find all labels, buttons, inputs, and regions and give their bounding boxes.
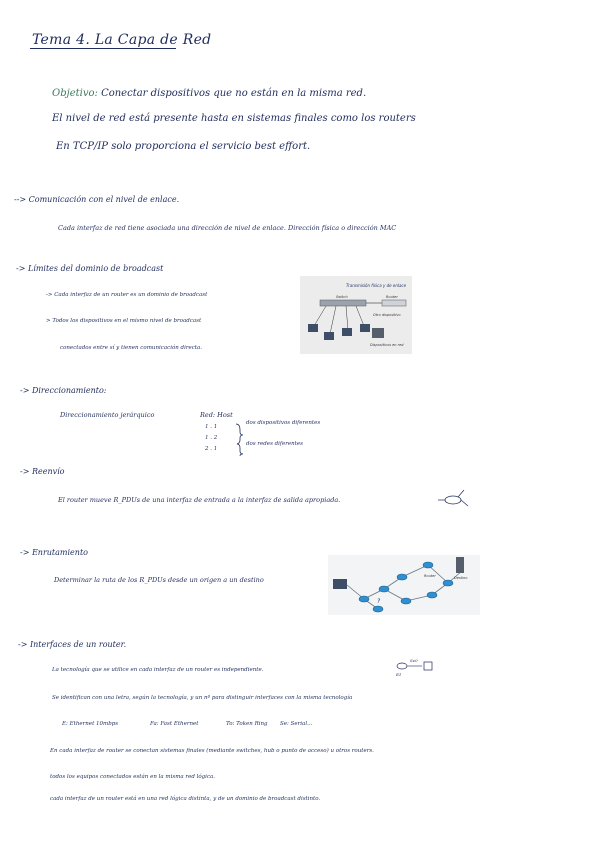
arrow-icon: -> [16, 264, 26, 273]
reenvio-body: El router mueve R_PDUs de una interfaz de entrada a la interfaz de salida apropiada. [58, 496, 341, 504]
arrow-icon: -> [20, 386, 30, 395]
icon-label-e1: E1 [396, 672, 402, 677]
section-comunicacion-heading [14, 196, 179, 204]
interfaces-line-3: En cada interfaz de router se conectan sistemas finales (mediante switches, hub o punto de acceso) u otros routers. [50, 748, 374, 754]
interfaces-line-2: Se identifican con una letra, según la tecnología, y un nº para distinguir interfaces con la misma tecnología [52, 695, 353, 701]
limites-item-2-cont: conectados entre sí y tienen comunicación directa. [60, 345, 203, 351]
broadcast-network-figure [300, 276, 412, 354]
objective-line-2: El nivel de red está presente hasta en sistemas finales como los routers [52, 113, 416, 124]
box-label-2: Dispositivos en red [370, 343, 404, 347]
section-direccionamiento-heading [20, 387, 107, 395]
interface-code-1: E: Ethernet 10mbps [62, 721, 119, 727]
address-row-2: 1 . 2 [205, 435, 218, 441]
question-mark-label: ? [377, 598, 381, 605]
heading-text: Reenvío [31, 467, 65, 476]
switch-device [320, 300, 366, 306]
section-comunicacion-body: Cada interfaz de red tiene asociada una dirección de nivel de enlace. Dirección física o dirección MAC [58, 224, 397, 232]
computer-icon [360, 324, 370, 332]
section-reenvio-heading [20, 468, 65, 476]
section-interfaces-heading [18, 641, 126, 649]
title-underline [30, 48, 176, 49]
computer-icon [308, 324, 318, 332]
interface-code-4: Se: Serial... [280, 721, 313, 727]
heading-text: Límites del dominio de broadcast [27, 264, 164, 273]
destination-label: Destino [454, 576, 468, 580]
arrow-icon: -> [20, 467, 30, 476]
limites-item-2: > Todos los dispositivos en el mismo nivel de broadcast [46, 318, 202, 324]
page-title: Tema 4. La Capa de Red [32, 32, 212, 48]
arrow-icon: -> [20, 548, 30, 557]
router-label: Router [386, 295, 398, 299]
red-host-label: Red: Host [200, 411, 233, 419]
direccionamiento-body: Direccionamiento jerárquico [60, 411, 155, 419]
interfaces-line-1: La tecnología que se utilice en cada interfaz de un router es independiente. [52, 667, 264, 673]
router-label: Router [424, 574, 436, 578]
heading-text: Direccionamiento: [31, 386, 107, 395]
switch-label: Switch [336, 295, 348, 299]
heading-text: Comunicación con el nivel de enlace. [28, 195, 180, 204]
brace-label-2: dos redes diferentes [246, 441, 303, 447]
laptop-icon [333, 579, 347, 589]
limites-item-1: -> Cada interfaz de un router es un dominio de broadcast [46, 292, 208, 298]
server-icon [456, 557, 464, 573]
interface-sketch-icon [392, 656, 438, 680]
server-icon [372, 328, 384, 338]
interface-code-2: Fa: Fast Ethernet [150, 721, 199, 727]
router-device [382, 300, 406, 306]
arrow-icon: -> [18, 640, 28, 649]
enrutamiento-body: Determinar la ruta de los R_PDUs desde un origen a un destino [54, 576, 264, 584]
interfaces-line-4: todos los equipos conectados están en la misma red lógica. [50, 774, 216, 780]
section-enrutamiento-heading [20, 549, 88, 557]
objective-line-3: En TCP/IP solo proporciona el servicio best effort. [56, 141, 311, 152]
box-label-1: Otro dispositivo [373, 313, 401, 317]
interfaces-line-5: cada interfaz de un router está en una red lógica distinta, y de un dominio de broadcast distinto. [50, 796, 321, 802]
heading-text: Interfaces de un router. [29, 640, 127, 649]
router-sketch-icon [436, 488, 470, 510]
objective-line-1 [52, 89, 366, 99]
brace-label-1: dos dispositivos diferentes [246, 420, 321, 426]
section-limites-heading [16, 265, 163, 273]
computer-icon [324, 332, 334, 340]
address-row-3: 2 . 1 [205, 446, 218, 452]
figure-caption: Transmisión física y de enlace [346, 283, 407, 288]
brace-icon [234, 422, 244, 458]
computer-icon [342, 328, 352, 336]
arrow-icon: --> [14, 195, 27, 204]
address-row-1: 1 . 1 [205, 424, 218, 430]
routing-network-figure [328, 555, 480, 615]
heading-text: Enrutamiento [31, 548, 88, 557]
objective-label: Objetivo: [52, 88, 98, 99]
interface-code-3: To: Token Ring [226, 721, 268, 727]
objective-text: Conectar dispositivos que no están en la misma red. [101, 88, 367, 99]
icon-label-se0: Se0 [410, 658, 418, 663]
